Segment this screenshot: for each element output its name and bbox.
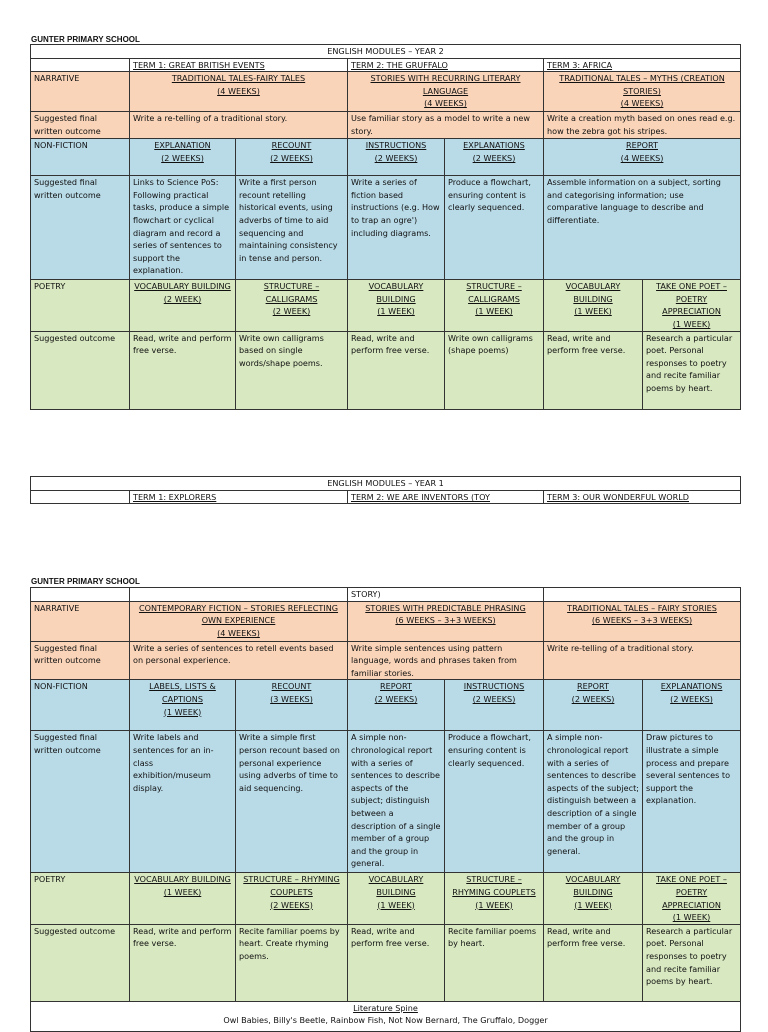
poetry-cell: TAKE ONE POET – POETRY APPRECIATION (1 WEEK) xyxy=(643,873,741,924)
outcome-cell: Write simple sentences using pattern language, words and phrases taken from familiar stories. xyxy=(348,641,544,680)
outcome-cell: Research a particular poet. Personal responses to poetry and recite familiar poems by heart. xyxy=(643,924,741,1001)
nonfiction-cell: LABELS, LISTS & CAPTIONS (1 WEEK) xyxy=(130,680,236,731)
poetry-cell: VOCABULARY BUILDING (2 WEEK) xyxy=(130,280,236,331)
nonfiction-cell: INSTRUCTIONS (2 WEEKS) xyxy=(445,680,544,731)
outcome-cell: Read, write and perform free verse. xyxy=(544,331,643,409)
poetry-cell: STRUCTURE – CALLIGRAMS (2 WEEK) xyxy=(236,280,348,331)
row-label: Suggested final written outcome xyxy=(31,112,130,139)
narrative-cell: STORIES WITH RECURRING LITERARY LANGUAGE (4 WEEKS) xyxy=(348,72,544,112)
outcome-cell: Write a re-telling of a traditional story. xyxy=(130,112,348,139)
outcome-cell: Assemble information on a subject, sorting and categorising information; use comparative language to describe and differentiate. xyxy=(544,176,741,280)
outcome-cell: Produce a flowchart, ensuring content is clearly sequenced. xyxy=(445,731,544,873)
row-label: NARRATIVE xyxy=(31,72,130,112)
narrative-cell: CONTEMPORARY FICTION – STORIES REFLECTING OWN EXPERIENCE (4 WEEKS) xyxy=(130,601,348,641)
nonfiction-cell: REPORT (2 WEEKS) xyxy=(544,680,643,731)
row-label: NARRATIVE xyxy=(31,601,130,641)
outcome-cell: Write own calligrams based on single words/shape poems. xyxy=(236,331,348,409)
nonfiction-cell: EXPLANATIONS (2 WEEKS) xyxy=(643,680,741,731)
term-3-header: TERM 3: OUR WONDERFUL WORLD xyxy=(544,490,741,504)
nonfiction-cell: INSTRUCTIONS (2 WEEKS) xyxy=(348,139,445,176)
row-label: POETRY xyxy=(31,280,130,331)
outcome-cell: Read, write and perform free verse. xyxy=(130,924,236,1001)
row-label: Suggested outcome xyxy=(31,331,130,409)
term-2-header: TERM 2: WE ARE INVENTORS (TOY xyxy=(348,490,544,504)
outcome-cell: Read, write and perform free verse. xyxy=(130,331,236,409)
outcome-cell: Research a particular poet. Personal responses to poetry and recite familiar poems by heart. xyxy=(643,331,741,409)
nonfiction-cell: EXPLANATIONS (2 WEEKS) xyxy=(445,139,544,176)
nonfiction-cell: REPORT (2 WEEKS) xyxy=(348,680,445,731)
narrative-cell: TRADITIONAL TALES – MYTHS (CREATION STORIES) (4 WEEKS) xyxy=(544,72,741,112)
row-label: Suggested final written outcome xyxy=(31,641,130,680)
row-label: Suggested final written outcome xyxy=(31,176,130,280)
outcome-cell: Links to Science PoS: Following practical tasks, produce a simple flowchart or cyclical diagram and record a series of sentences to support the explanation. xyxy=(130,176,236,280)
outcome-cell: Use familiar story as a model to write a new story. xyxy=(348,112,544,139)
nonfiction-cell: RECOUNT (3 WEEKS) xyxy=(236,680,348,731)
row-label: Suggested final written outcome xyxy=(31,731,130,873)
table-title: ENGLISH MODULES – YEAR 1 xyxy=(31,477,741,491)
outcome-cell: Write labels and sentences for an in-class exhibition/museum display. xyxy=(130,731,236,873)
year2-modules-table xyxy=(30,44,741,410)
term-1-header: TERM 1: EXPLORERS xyxy=(130,490,348,504)
outcome-cell: Write a first person recount retelling historical events, using adverbs of time to aid sequencing and maintaining consistency in tense and person. xyxy=(236,176,348,280)
narrative-cell: TRADITIONAL TALES – FAIRY STORIES (6 WEEKS – 3+3 WEEKS) xyxy=(544,601,741,641)
literature-spine xyxy=(31,1001,741,1031)
outcome-cell: Draw pictures to illustrate a simple process and prepare several sentences to support the explanation. xyxy=(643,731,741,873)
poetry-cell: VOCABULARY BUILDING (1 WEEK) xyxy=(544,873,643,924)
row-label: Suggested outcome xyxy=(31,924,130,1001)
outcome-cell: Write a series of sentences to retell events based on personal experience. xyxy=(130,641,348,680)
poetry-cell: VOCABULARY BUILDING (1 WEEK) xyxy=(348,873,445,924)
row-label: NON-FICTION xyxy=(31,680,130,731)
school-name: GUNTER PRIMARY SCHOOL xyxy=(31,577,140,586)
outcome-cell: Write a creation myth based on ones read e.g. how the zebra got his stripes. xyxy=(544,112,741,139)
year1-modules-table xyxy=(30,587,741,1032)
outcome-cell: Read, write and perform free verse. xyxy=(348,331,445,409)
outcome-cell: Produce a flowchart, ensuring content is clearly sequenced. xyxy=(445,176,544,280)
outcome-cell: Write re-telling of a traditional story. xyxy=(544,641,741,680)
poetry-cell: TAKE ONE POET – POETRY APPRECIATION (1 WEEK) xyxy=(643,280,741,331)
poetry-cell: VOCABULARY BUILDING (1 WEEK) xyxy=(130,873,236,924)
narrative-cell: STORIES WITH PREDICTABLE PHRASING (6 WEEKS – 3+3 WEEKS) xyxy=(348,601,544,641)
outcome-cell: Write own calligrams (shape poems) xyxy=(445,331,544,409)
outcome-cell: Read, write and perform free verse. xyxy=(348,924,445,1001)
literature-spine-books: Owl Babies, Billy's Beetle, Rainbow Fish, Not Now Bernard, The Gruffalo, Dogger xyxy=(223,1015,548,1026)
row-label: POETRY xyxy=(31,873,130,924)
term-2-header: TERM 2: THE GRUFFALO xyxy=(348,58,544,72)
poetry-cell: STRUCTURE – RHYMING COUPLETS (1 WEEK) xyxy=(445,873,544,924)
outcome-cell: A simple non-chronological report with a series of sentences to describe aspects of the subject; distinguish between a description of a single member of a group and the group in general. xyxy=(348,731,445,873)
outcome-cell: Read, write and perform free verse. xyxy=(544,924,643,1001)
row-label: NON-FICTION xyxy=(31,139,130,176)
term-3-header: TERM 3: AFRICA xyxy=(544,58,741,72)
outcome-cell: Recite familiar poems by heart. xyxy=(445,924,544,1001)
poetry-cell: VOCABULARY BUILDING (1 WEEK) xyxy=(544,280,643,331)
term-2-continued: STORY) xyxy=(348,588,544,602)
outcome-cell: Write a series of fiction based instructions (e.g. How to trap an ogre') including diagrams. xyxy=(348,176,445,280)
narrative-cell: TRADITIONAL TALES-FAIRY TALES (4 WEEKS) xyxy=(130,72,348,112)
school-name: GUNTER PRIMARY SCHOOL xyxy=(31,35,140,44)
literature-spine-title: Literature Spine xyxy=(353,1002,418,1013)
year1-header-table xyxy=(30,476,741,504)
table-title: ENGLISH MODULES – YEAR 2 xyxy=(31,45,741,59)
term-1-header: TERM 1: GREAT BRITISH EVENTS xyxy=(130,58,348,72)
outcome-cell: Recite familiar poems by heart. Create rhyming poems. xyxy=(236,924,348,1001)
poetry-cell: STRUCTURE – RHYMING COUPLETS (2 WEEKS) xyxy=(236,873,348,924)
poetry-cell: STRUCTURE – CALLIGRAMS (1 WEEK) xyxy=(445,280,544,331)
outcome-cell: Write a simple first person recount based on personal experience using adverbs of time to aid sequencing. xyxy=(236,731,348,873)
nonfiction-cell: RECOUNT (2 WEEKS) xyxy=(236,139,348,176)
poetry-cell: VOCABULARY BUILDING (1 WEEK) xyxy=(348,280,445,331)
nonfiction-cell: EXPLANATION (2 WEEKS) xyxy=(130,139,236,176)
outcome-cell: A simple non-chronological report with a series of sentences to describe aspects of the subject; distinguish between a description of a single member of a group and the group in general. xyxy=(544,731,643,873)
nonfiction-cell: REPORT (4 WEEKS) xyxy=(544,139,741,176)
